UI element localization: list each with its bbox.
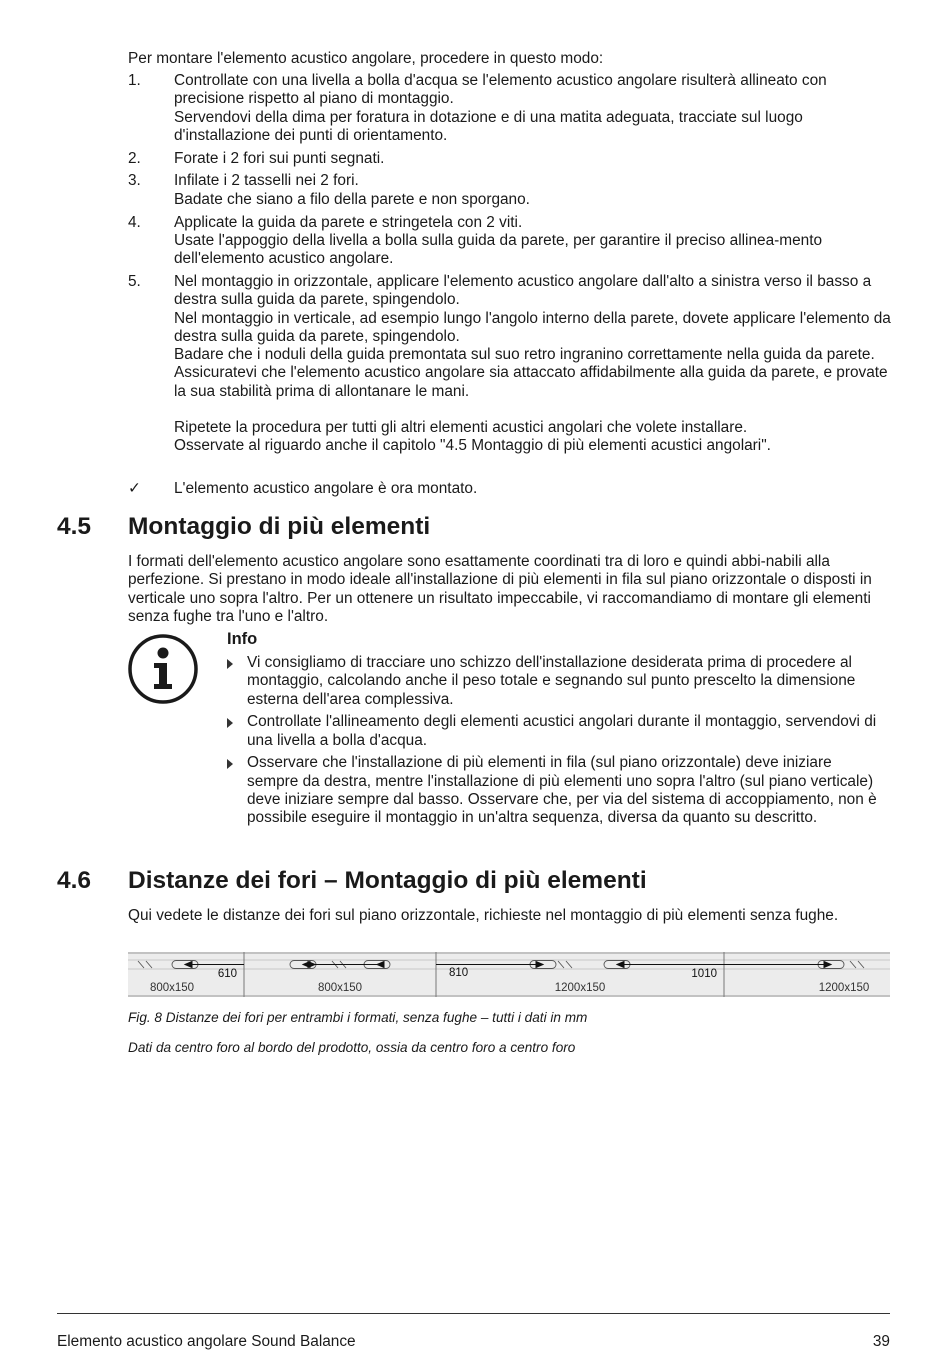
step-item [128, 172, 898, 209]
step-line: Forate i 2 fori sui punti segnati. [174, 149, 385, 167]
step-line: Badate che siano a filo della parete e non sporgano. [174, 190, 530, 208]
step-line: Assicuratevi che l'elemento acustico angolare sia attaccato affidabilmente alla guida da parete, e provate la sua stabilità prima di allontanare le mani. [174, 364, 888, 400]
info-item-text: Controllate l'allineamento degli elementi acustici angolari durante il montaggio, servendovi di una livella a bolla d'acqua. [247, 713, 877, 749]
figure-background [128, 952, 890, 997]
step-item [128, 150, 898, 168]
step-number: 5. [128, 272, 141, 290]
dimension-label: 610 [217, 968, 237, 980]
section-title: Montaggio di più elementi [128, 513, 431, 540]
info-item [227, 754, 877, 827]
section-4-6-paragraph: Qui vedete le distanze dei fori sul piano orizzontale, richieste nel montaggio di più elementi senza fughe. [128, 907, 839, 924]
step-line: Controllate con una livella a bolla d'acqua se l'elemento acustico angolare risulterà allineato con precisione rispetto al piano di montaggio. [174, 72, 827, 108]
procedure-steps [128, 72, 898, 460]
step-line: Nel montaggio in verticale, ad esempio lungo l'angolo interno della parete, dovete applicare l'elemento da destra sulla guida da parete, spingendolo. [174, 309, 891, 345]
section-4-5-paragraph: I formati dell'elemento acustico angolare sono esattamente coordinati tra di loro e quindi abbi-nabili alla perfezione. Si prestano in modo ideale all'installazione di più elementi in fila sul piano orizzontale o disposti in verticale uno sopra l'altro. Per un ottenere un risultato impeccabile, vi raccomandiamo di montare gli elementi senza fughe tra l'uno e l'altro. [128, 553, 872, 625]
step-line: Applicate la guida da parete e stringetela con 2 viti. [174, 213, 523, 231]
figure-caption: Fig. 8 Distanze dei fori per entrambi i formati, senza fughe – tutti i dati in mm [128, 1010, 588, 1025]
step-number: 2. [128, 149, 141, 167]
result-text: L'elemento acustico angolare è ora montato. [174, 480, 478, 497]
section-heading-4-5 [57, 512, 897, 542]
step-number: 1. [128, 72, 141, 89]
section-number: 4.6 [57, 867, 92, 894]
step-number: 3. [128, 172, 141, 190]
intro-text: Per montare l'elemento acustico angolare, procedere in questo modo: [128, 50, 604, 67]
bullet-arrow-icon [227, 718, 233, 728]
panel-size-label: 800x150 [317, 982, 363, 994]
step-item [128, 273, 898, 456]
dimension-label: 1010 [691, 968, 717, 980]
panel-size-label: 1200x150 [554, 982, 606, 994]
result-line [128, 480, 898, 498]
step-line: Ripetete la procedura per tutti gli altri elementi acustici angolari che volete installare. [174, 419, 748, 437]
dimension-label: 810 [449, 967, 469, 979]
step-item [128, 214, 898, 269]
checkmark-icon: ✓ [128, 480, 141, 497]
info-title: Info [227, 630, 258, 648]
step-number: 4. [128, 213, 141, 231]
step-spacer [174, 401, 898, 419]
step-line: Infilate i 2 tasselli nei 2 fori. [174, 172, 359, 190]
bullet-arrow-icon [227, 759, 233, 769]
info-item [227, 654, 877, 709]
footer-divider [57, 1313, 890, 1314]
step-item [128, 72, 898, 145]
info-item-text: Vi consigliamo di tracciare uno schizzo dell'installazione desiderata prima di procedere al montaggio, calcolando anche il peso totale e segnando sul punto prescelto la dimensione esterna dell'area complessiva. [247, 654, 856, 708]
panel-size-label: 800x150 [149, 982, 195, 994]
footer-document-title: Elemento acustico angolare Sound Balance [57, 1333, 356, 1350]
figure-note: Dati da centro foro al bordo del prodotto, ossia da centro foro a centro foro [128, 1040, 576, 1055]
info-list [227, 654, 877, 832]
step-line: Badare che i noduli della guida premontata sul suo retro ingranino correttamente nella guida da parete. [174, 346, 875, 364]
step-line: Osservate al riguardo anche il capitolo "4.5 Montaggio di più elementi acustici angolari". [174, 437, 771, 455]
hole-distance-figure [128, 952, 890, 997]
step-line: Nel montaggio in orizzontale, applicare l'elemento acustico angolare dall'alto a sinistra verso il basso a destra sulla guida da parete, spingendolo. [174, 272, 872, 309]
info-item [227, 713, 877, 750]
section-title: Distanze dei fori – Montaggio di più elementi [128, 867, 647, 894]
footer-page-number: 39 [872, 1333, 890, 1350]
info-icon [127, 633, 199, 705]
panel-size-label: 1200x150 [818, 982, 870, 994]
bullet-arrow-icon [227, 659, 233, 669]
info-item-text: Osservare che l'installazione di più elementi in fila (sul piano orizzontale) deve iniziare sempre da destra, mentre l'installazione di più elementi uno sopra l'altro (sul piano verticale) deve iniziare sempre dal basso. Osservare che, per via del sistema di accoppiamento, non è possibile eseguire il montaggio in un'altra sequenza, diversa da quanto su descritto. [247, 754, 877, 827]
section-heading-4-6 [57, 866, 897, 896]
step-line: Usate l'appoggio della livella a bolla sulla guida da parete, per garantire il preciso allinea-mento dell'elemento acustico angolare. [174, 231, 823, 268]
section-number: 4.5 [57, 513, 92, 540]
step-line: Servendovi della dima per foratura in dotazione e di una matita adeguata, tracciate sul luogo d'installazione dei punti di orientamento. [174, 108, 803, 144]
